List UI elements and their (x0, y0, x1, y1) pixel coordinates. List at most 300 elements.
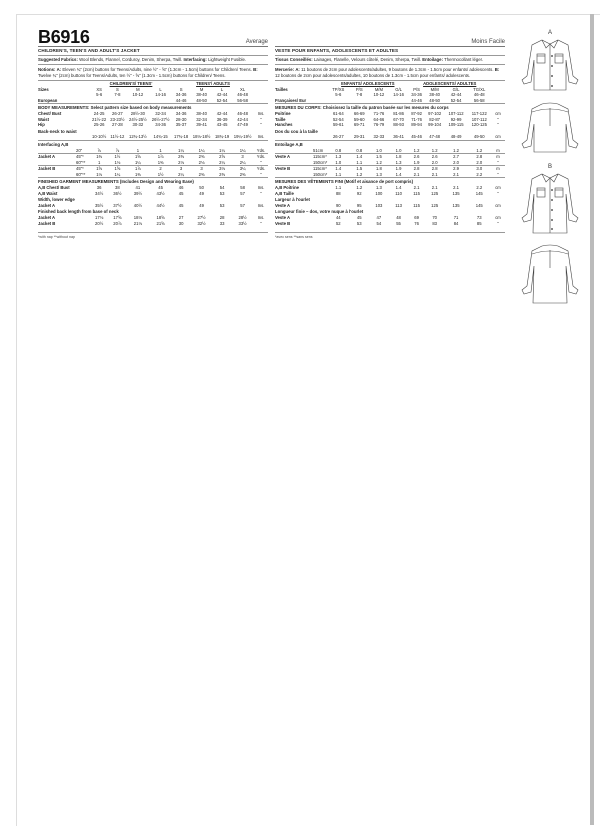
value-cell: 76 (414, 220, 419, 226)
value-cell: 2.0 (468, 160, 491, 166)
english-footnote: *with nap **without nap (38, 232, 268, 241)
notions-b-text: Twelve ¾" (2cm) buttons for Teens/Adults, ten ½" - ⅝" (1.3cm - 1.5cm) buttons for Children/ Teens. (38, 72, 226, 78)
value-cell: 26-27 (112, 110, 123, 116)
notions-paragraph-fr (275, 65, 505, 81)
value-cell: 95 (356, 202, 362, 208)
value-cell: 36 (96, 185, 102, 191)
row-label: Veste A (275, 215, 290, 221)
unit-cell: " (491, 160, 505, 166)
finished-measurements-title (275, 178, 505, 185)
interfacing-title-label: Entoilage A,B (275, 141, 303, 147)
row-label: Chest/ Bust (38, 110, 62, 116)
unit-cell: m (496, 154, 500, 160)
value-cell: 1.1 (327, 172, 349, 178)
value-cell: 92 (356, 190, 362, 196)
row-label: Hanches (275, 122, 293, 128)
row-label: A,B Waist (38, 190, 58, 196)
value-cell: 49-50 (468, 134, 491, 140)
value-cell: 1⅝ (134, 154, 141, 160)
value-cell: 21⅛ (133, 220, 142, 226)
value-cell: 39½ (133, 190, 142, 196)
jacket-a-front-icon (520, 36, 580, 94)
value-cell: 14¾-15 (149, 134, 172, 140)
value-cell: 30 (178, 220, 184, 226)
value-cell: 0.8 (349, 148, 369, 154)
unit-cell: cm (491, 134, 505, 140)
row-label: Jacket A (38, 202, 56, 208)
row-label: Waist (38, 116, 50, 122)
value-cell: TG/XL (473, 86, 486, 92)
value-cell: 5-6 (96, 92, 103, 98)
value-cell: 71 (453, 215, 459, 221)
value-cell: 1¼ (108, 172, 126, 178)
row-label: Jacket B (38, 220, 56, 226)
interfacing-label: Interfacing: (183, 57, 207, 63)
value-cell: ⅞ (108, 148, 126, 154)
value-cell: 1.9 (408, 160, 424, 166)
value-cell: 47-49 (237, 122, 248, 128)
value-cell: 2.0 (445, 160, 468, 166)
unit-cell: Ins. (257, 215, 265, 221)
value-cell: 55 (396, 220, 401, 226)
group-adults: ADOLESCENTS/ ADULTES (423, 80, 477, 86)
english-size-table (38, 81, 268, 226)
value-cell: 48-49 (445, 134, 468, 140)
value-cell: 59-61 (332, 122, 344, 128)
value-cell: 1 (127, 148, 150, 154)
value-cell: 7-8 (114, 92, 121, 98)
jacket-b-back-icon (520, 242, 580, 306)
row-width: 60"** (76, 172, 90, 178)
row-label: Sizes (38, 86, 49, 92)
row-label: Veste A (275, 202, 290, 208)
value-cell: 23-23½ (110, 116, 125, 122)
unit-cell: cm (495, 110, 501, 116)
value-cell: 67-70 (393, 116, 404, 122)
body-measurements-title (275, 104, 505, 111)
value-cell: 44 (335, 215, 341, 221)
back-length-title (275, 208, 505, 215)
value-cell: 57 (240, 190, 245, 196)
value-cell: 145 (475, 190, 483, 196)
notions-b-label: B: (253, 66, 258, 72)
value-cell: 28 (219, 215, 225, 221)
value-cell: 47-48 (425, 134, 445, 140)
value-cell: 1.5 (356, 166, 363, 172)
value-cell: 28-30 (175, 116, 187, 122)
value-cell: 26-27 (327, 134, 349, 140)
value-cell: 2.8 (413, 166, 420, 172)
unit-cell: Ins. (257, 202, 265, 208)
value-cell: 44-46 (408, 98, 424, 104)
unit-cell: " (497, 122, 499, 128)
value-cell: 49 (199, 202, 204, 208)
row-width: 60"** (76, 160, 90, 166)
value-cell: ⅞ (90, 148, 108, 154)
value-cell: 2.1 (425, 172, 445, 178)
row-label: Jacket B (38, 166, 56, 172)
body-measurements-title-label: MESURES DU CORPS: Choisissez la taille du patron basée sur les mesures du corps (275, 105, 449, 111)
unit-cell: " (260, 116, 262, 122)
value-cell: 19¼-19½ (231, 134, 254, 140)
value-cell: 2⅜ (213, 172, 231, 178)
value-cell: 17⅛ (95, 215, 104, 221)
difficulty-label-fr: Moins Facile (471, 39, 505, 46)
value-cell: 84 (453, 220, 459, 226)
value-cell: 20½ (95, 220, 104, 226)
pattern-title: CHILDREN'S, TEEN'S AND ADULT'S JACKET (38, 47, 268, 56)
value-cell: 1⅜ (127, 172, 150, 178)
value-cell: 115 (413, 190, 420, 196)
value-cell: 17⅝ (113, 215, 122, 221)
notions-a-text: Eleven ¾" (2cm) buttons for Teens/Adults, nine ½" - ⅝" (1.3cm - 1.5cm) buttons for Children/ Teens. (62, 66, 252, 72)
value-cell: 45 (178, 190, 184, 196)
row-label: A,B Taille (275, 190, 294, 196)
width-lower-title-label: Largeur à l'ourlet (275, 197, 310, 203)
value-cell: 14-16 (393, 92, 404, 98)
french-footnote: *avec sens **sans sens (275, 232, 505, 241)
value-cell: 2.7 (453, 154, 459, 160)
value-cell: 1.2 (445, 148, 468, 154)
value-cell: 1.3 (389, 160, 409, 166)
value-cell: 2.9 (453, 166, 459, 172)
value-cell: 32-33 (369, 134, 389, 140)
unit-cell: " (491, 172, 505, 178)
back-neck-title-label: Dos du cou à la taille (275, 128, 318, 134)
value-cell: 24½-25½ (129, 116, 147, 122)
value-cell: 2⅜ (231, 172, 254, 178)
value-cell: 71-76 (411, 116, 422, 122)
unit-cell: cm (495, 215, 501, 221)
pattern-title-fr: VESTE POUR ENFANTS, ADOLESCENTS ET ADULTES (275, 47, 505, 56)
fabrics-text-fr: Lainages, Flanelle, Velours côtelé, Denim, Sherpa, Twill. (313, 57, 422, 63)
value-cell: 1.3 (335, 154, 342, 160)
interfacing-text: Lightweight Fusible. (208, 57, 247, 63)
value-cell: G/L (452, 86, 460, 92)
row-label: Veste B (275, 166, 291, 172)
row-label: Veste A (275, 154, 290, 160)
value-cell: 34-36 (175, 92, 187, 98)
value-cell: 73 (476, 215, 482, 221)
value-cell: 33 (219, 220, 225, 226)
jacket-b-front-icon (520, 170, 580, 236)
value-cell: 58 (240, 185, 245, 191)
row-width (313, 221, 327, 227)
row-width: 150cm* (313, 171, 328, 177)
value-cell: 17¾-18 (172, 134, 190, 140)
value-cell: 53 (356, 220, 362, 226)
value-cell: 34½ (95, 190, 104, 196)
value-cell: G/L (395, 86, 402, 92)
value-cell: 110 (395, 190, 402, 196)
value-cell: 1⅞ (157, 154, 164, 160)
value-cell: 2.1 (431, 185, 438, 191)
value-cell: 89-94 (411, 122, 422, 128)
value-cell: 37½ (113, 202, 122, 208)
value-cell: 18⅛-18½ (190, 134, 213, 140)
value-cell: 81-86 (393, 110, 404, 116)
value-cell: S (179, 86, 183, 92)
value-cell: 32½ (197, 220, 206, 226)
french-size-table (275, 81, 505, 226)
value-cell: 35-37 (175, 122, 187, 128)
row-width: 115cm* (313, 154, 327, 160)
value-cell: 1½ (149, 172, 172, 178)
english-header (38, 26, 268, 47)
value-cell: 1¼ (172, 148, 190, 154)
unit-cell: m (491, 148, 505, 154)
value-cell: TP/XS (332, 86, 345, 92)
value-cell: 1¼ (190, 148, 213, 154)
value-cell: 113 (395, 202, 402, 208)
value-cell: 59-60 (353, 116, 365, 122)
row-width: 20" (76, 148, 90, 154)
value-cell: 20⅞ (113, 220, 122, 226)
value-cell: 1.8 (395, 154, 402, 160)
value-cell: 90 (335, 202, 341, 208)
unit-cell: " (254, 172, 268, 178)
value-cell: 27½ (197, 215, 206, 221)
finished-measurements-title-label: MESURES DES VÊTEMENTS FINI (Motif et aisance de port compris) (275, 179, 413, 185)
value-cell: 107-112 (448, 110, 464, 116)
value-cell: 46 (178, 185, 184, 191)
value-cell: 1.2 (408, 148, 424, 154)
row-label: Veste B (275, 220, 291, 226)
value-cell: 45 (158, 185, 163, 191)
value-cell: 39-41 (196, 122, 207, 128)
value-cell: 1⅞ (134, 166, 141, 172)
value-cell: 3¼ (239, 166, 246, 172)
value-cell: 120-125 (471, 122, 487, 128)
value-cell: 1¼ (213, 148, 231, 154)
value-cell: 1⅜ (149, 160, 172, 166)
interfacing-title (275, 140, 505, 147)
value-cell: 29-31 (349, 134, 369, 140)
value-cell: 3⅛ (219, 166, 225, 172)
value-cell: 18⅛ (133, 215, 142, 221)
row-label: Tailles (275, 86, 288, 92)
value-cell: 115 (413, 202, 420, 208)
back-neck-title (275, 128, 505, 135)
notions-b-label-fr: B: (494, 66, 500, 72)
value-cell: 26½-27½ (151, 116, 170, 122)
fabrics-paragraph (38, 56, 268, 66)
row-label: Jacket A (38, 215, 56, 221)
value-cell: 2.1 (445, 172, 468, 178)
value-cell: 36½ (113, 190, 122, 196)
value-cell: XL (240, 86, 246, 92)
english-column (38, 26, 268, 241)
value-cell: 32-34 (196, 116, 207, 122)
interfacing-label-fr: Entoilage: (422, 57, 444, 63)
value-cell: 41 (135, 185, 141, 191)
value-cell: 107-112 (471, 116, 487, 122)
value-cell: 1⅜ (96, 154, 103, 160)
value-cell: 2¼ (231, 160, 254, 166)
value-cell: 7-8 (356, 92, 363, 98)
value-cell: 2¼ (172, 172, 190, 178)
value-cell: 82-87 (429, 116, 441, 122)
value-cell: 42-44 (216, 92, 228, 98)
unit-cell: " (260, 190, 262, 196)
unit-cell: cm (495, 202, 501, 208)
unit-cell: Yds. (256, 166, 266, 172)
fabrics-label: Suggested Fabrics: (38, 57, 78, 63)
value-cell: 47 (376, 215, 382, 221)
unit-cell: m (496, 166, 500, 172)
row-width: 150cm* (313, 159, 328, 165)
group-children: CHILDREN'S/ TEENS' (109, 80, 153, 86)
value-cell: 1 (149, 148, 172, 154)
value-cell: 10-10½ (90, 134, 108, 140)
value-cell: 125 (431, 202, 439, 208)
value-cell: 2⅛ (172, 160, 190, 166)
row-width: 45"* (76, 154, 84, 160)
interfacing-title (38, 140, 268, 147)
unit-cell: Ins. (254, 134, 268, 140)
pattern-code: B6916 (38, 27, 90, 47)
unit-cell: " (254, 160, 268, 166)
value-cell: 56-58 (231, 98, 254, 104)
value-cell: 70 (432, 215, 437, 221)
value-cell: 69-71 (353, 122, 365, 128)
value-cell: 57 (240, 202, 245, 208)
value-cell: 135 (452, 202, 460, 208)
value-cell: M/M (430, 86, 439, 92)
value-cell: P/S (355, 86, 363, 92)
value-cell: 2⅜ (190, 172, 213, 178)
value-cell: 46-48 (237, 92, 248, 98)
value-cell: 54 (219, 185, 225, 191)
row-width: 45"* (76, 166, 84, 172)
value-cell: 1.3 (375, 185, 382, 191)
value-cell: 2⅛ (190, 160, 213, 166)
value-cell: 2⅝ (219, 154, 225, 160)
value-cell: 0.8 (327, 148, 349, 154)
illustrations (512, 30, 588, 306)
value-cell: 33½ (238, 220, 247, 226)
value-cell: 87-92 (411, 110, 422, 116)
value-cell: 1.9 (395, 166, 402, 172)
row-width (76, 221, 90, 227)
value-cell: 43-45 (216, 122, 228, 128)
finished-measurements-title (38, 178, 268, 185)
group-children: ENFANTS/ ADOLESCENTS (341, 80, 395, 86)
row-label: Hip (38, 122, 45, 128)
value-cell: 56-58 (468, 98, 491, 104)
value-cell: 76-79 (373, 122, 385, 128)
table-row (275, 221, 505, 227)
value-cell: 69 (414, 215, 419, 221)
width-lower-title (38, 196, 268, 203)
value-cell: 2⅜ (178, 154, 184, 160)
unit-cell: cm (495, 185, 501, 191)
value-cell: 5-6 (335, 92, 342, 98)
unit-cell: " (260, 122, 262, 128)
notions-label-fr: Mercerie: (275, 66, 295, 72)
fabrics-label-fr: Tissus Conseillés: (275, 57, 313, 63)
view-b-label: B (547, 164, 552, 170)
value-cell: 54 (376, 220, 382, 226)
value-cell: 61-64 (332, 110, 344, 116)
value-cell: 38-40 (196, 110, 207, 116)
value-cell: 40½ (133, 202, 142, 208)
value-cell: 14-16 (155, 92, 166, 98)
value-cell: 1.2 (369, 160, 389, 166)
value-cell: 99-104 (428, 122, 442, 128)
value-cell: 53 (219, 202, 225, 208)
value-cell: 1.4 (395, 185, 402, 191)
value-cell: 3 (200, 166, 203, 172)
row-label: A,B Chest/ Bust (38, 185, 70, 191)
table-row (38, 221, 268, 227)
value-cell: 3 (241, 154, 244, 160)
value-cell: S (115, 86, 119, 92)
value-cell: 21⅝ (156, 220, 165, 226)
value-cell: 34-36 (175, 110, 187, 116)
value-cell: 1.8 (375, 166, 382, 172)
value-cell: 135 (452, 190, 460, 196)
value-cell: 30-32 (132, 122, 144, 128)
body-measurements-title-label: BODY MEASUREMENTS: Select pattern size based on body measurements (38, 105, 192, 111)
value-cell: 52-54 (213, 98, 231, 104)
value-cell: 44½ (156, 202, 165, 208)
row-label: Françaises/ Eur (275, 98, 313, 104)
value-cell: 71-76 (373, 110, 385, 116)
value-cell: 1.5 (375, 154, 382, 160)
value-cell: 36-41 (389, 134, 409, 140)
value-cell: 27-28 (112, 122, 123, 128)
value-cell: 2.8 (431, 166, 438, 172)
value-cell: 1.1 (349, 160, 369, 166)
notions-a-text-fr: 11 boutons de 2cm pour adolescents/adultes, 9 boutons de 1.3cm - 1.5cm pour enfants/ adolescents. (301, 66, 494, 72)
value-cell: 12¾-13½ (127, 134, 150, 140)
value-cell: 2 (159, 166, 162, 172)
value-cell: 38-40 (429, 92, 441, 98)
row-label: Jacket A (38, 154, 56, 160)
value-cell: 1⅝ (114, 166, 121, 172)
value-cell: 2.0 (425, 160, 445, 166)
value-cell: 38 (115, 185, 120, 191)
back-neck-title (38, 128, 268, 135)
value-cell: L (159, 86, 162, 92)
value-cell: 125 (431, 190, 439, 196)
back-length-title (38, 208, 268, 215)
value-cell: XS (96, 86, 102, 92)
value-cell: 1.2 (349, 172, 369, 178)
row-width: 51cm (313, 148, 327, 154)
value-cell: 3.0 (476, 166, 483, 172)
value-cell: M/M (374, 86, 383, 92)
value-cell: 83 (432, 220, 437, 226)
value-cell: 85 (476, 220, 482, 226)
value-cell: 53 (219, 190, 225, 196)
fabrics-text: Wool Blends, Flannel, Corduroy, Denim, Sherpa, Twill. (79, 57, 183, 63)
value-cell: 1⅛ (108, 160, 126, 166)
value-cell: 2.8 (476, 154, 483, 160)
unit-cell: Yds. (254, 148, 268, 154)
row-label: A,B Poitrine (275, 185, 299, 191)
back-length-title-label: Longueur finie – dos, votre nuque à l'ourlet (275, 209, 364, 215)
value-cell: 1.2 (425, 148, 445, 154)
value-cell: 42-44 (216, 110, 228, 116)
value-cell: 18¾-19 (213, 134, 231, 140)
value-cell: 38-40 (196, 92, 207, 98)
value-cell: 1.0 (327, 160, 349, 166)
french-header (275, 26, 505, 47)
group-adults: TEENS'/ ADULTS (196, 80, 230, 86)
value-cell: 1⅛ (90, 172, 108, 178)
